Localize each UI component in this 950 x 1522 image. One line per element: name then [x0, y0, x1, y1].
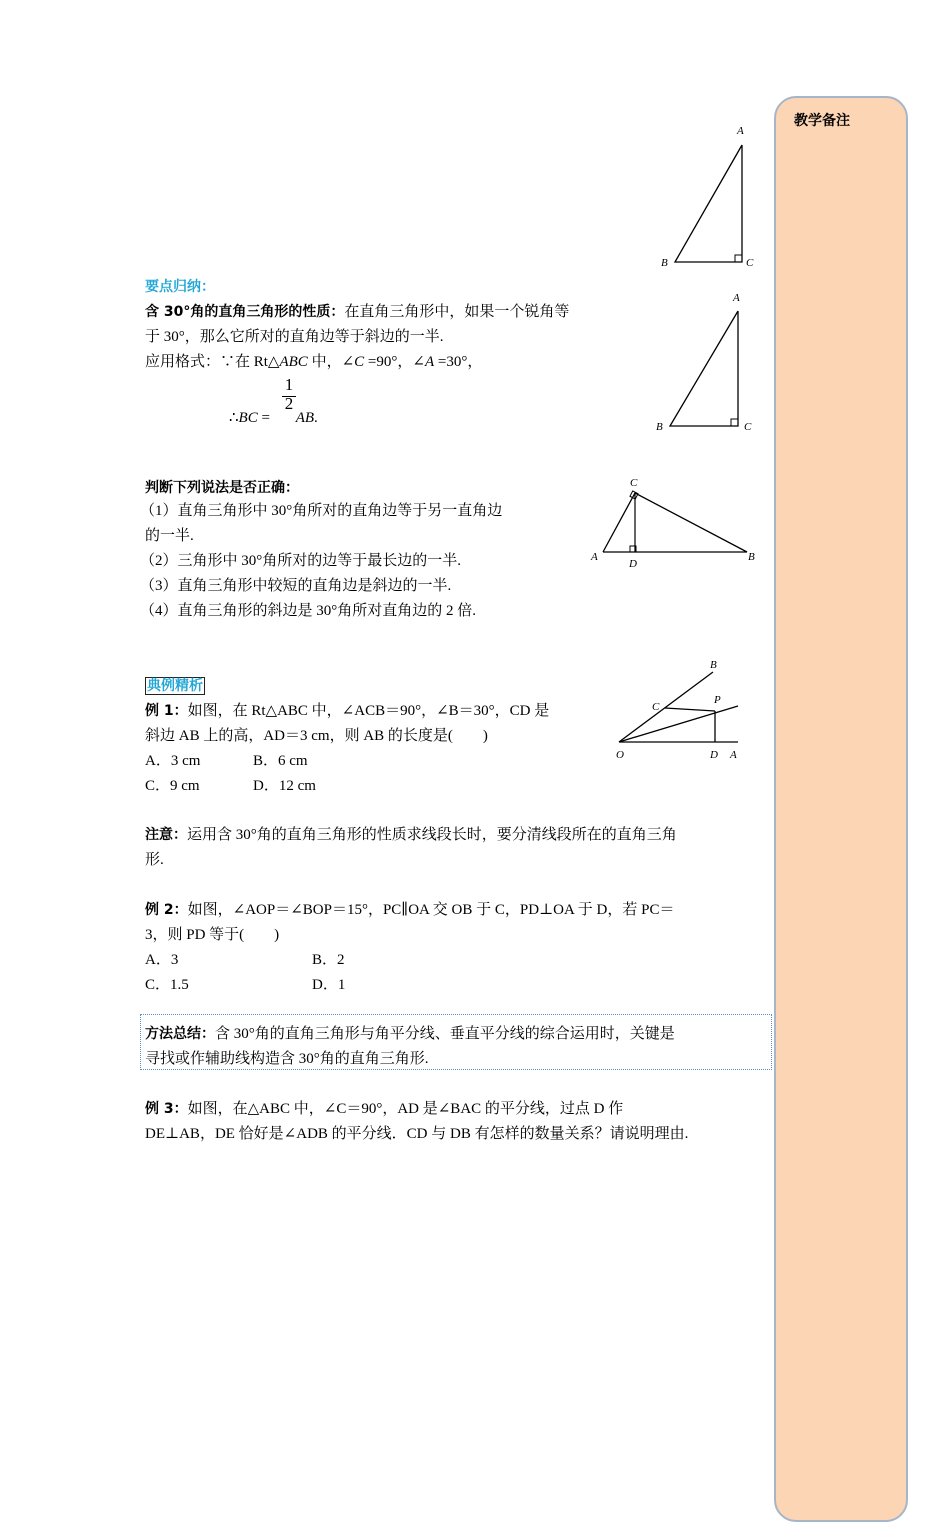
fig4-label-a: A — [730, 749, 737, 761]
judge-item-3: （3）直角三角形中较短的直角边是斜边的一半. — [140, 578, 452, 594]
fig2-label-a: A — [733, 292, 740, 304]
property-title: 含 30°角的直角三角形的性质： — [145, 304, 345, 320]
fig4-label-o: O — [616, 749, 624, 761]
fig4-label-d: D — [710, 749, 718, 761]
examples-section-label: 典例精析 — [147, 678, 203, 694]
example-2-line-2: 3，则 PD 等于( ) — [145, 927, 280, 943]
example-3-line-1: 例 3：如图，在△ABC 中，∠C＝90°，AD 是∠BAC 的平分线，过点 D 作 — [145, 1101, 624, 1117]
example-1-option-d: D．12 cm — [253, 778, 316, 794]
note-line-2: 形. — [145, 852, 164, 868]
fig4-label-c: C — [652, 701, 660, 713]
example-2-line-1: 例 2：如图，∠AOP＝∠BOP＝15°，PC∥OA 交 OB 于 C，PD⊥OA 于 D，若 PC＝ — [145, 902, 675, 918]
example-2-option-c: C．1.5 — [145, 977, 189, 993]
triangle-figure-3 — [585, 474, 765, 574]
judge-heading: 判断下列说法是否正确： — [145, 480, 299, 496]
example-1-line-1: 例 1：如图，在 Rt△ABC 中，∠ACB＝90°，∠B＝30°，CD 是 — [145, 703, 550, 719]
example-2-option-b: B．2 — [312, 952, 345, 968]
triangle-figure-1 — [655, 122, 765, 272]
fig4-label-p: P — [714, 694, 721, 706]
fraction-one-half: 1 2 — [281, 375, 297, 414]
therefore-line: ∴BC = AB. — [229, 410, 318, 426]
judge-item-1: （1）直角三角形中 30°角所对的直角边等于另一直角边 — [140, 503, 503, 519]
example-1-option-c: C．9 cm — [145, 778, 200, 794]
key-points-heading: 要点归纳： — [145, 279, 215, 295]
example-3-line-2: DE⊥AB，DE 恰好是∠ADB 的平分线．CD 与 DB 有怎样的数量关系？请说明理由. — [145, 1126, 689, 1142]
example-1-line-2: 斜边 AB 上的高，AD＝3 cm，则 AB 的长度是( ) — [145, 728, 488, 744]
example-2-option-a: A．3 — [145, 952, 179, 968]
fig4-label-b: B — [710, 659, 717, 671]
fig1-label-b: B — [661, 257, 668, 269]
example-1-option-a: A．3 cm — [145, 753, 201, 769]
fig1-label-a: A — [737, 125, 744, 137]
method-summary-line-1: 方法总结：含 30°角的直角三角形与角平分线、垂直平分线的综合运用时，关键是 — [145, 1026, 675, 1042]
fig2-label-b: B — [656, 421, 663, 433]
example-1-option-b: B．6 cm — [253, 753, 308, 769]
note-line-1: 注意：运用含 30°角的直角三角形的性质求线段长时，要分清线段所在的直角三角 — [145, 827, 677, 843]
judge-item-2: （2）三角形中 30°角所对的边等于最长边的一半. — [140, 553, 462, 569]
triangle-figure-2 — [650, 288, 765, 438]
method-summary-line-2: 寻找或作辅助线构造含 30°角的直角三角形. — [145, 1051, 429, 1067]
application-format: 应用格式：∵在 Rt△ABC 中，∠C =90°，∠A =30°， — [145, 354, 483, 370]
judge-item-4: （4）直角三角形的斜边是 30°角所对直角边的 2 倍. — [140, 603, 477, 619]
property-line-1 — [145, 302, 569, 322]
fig3-label-c: C — [630, 477, 638, 489]
property-text-2: 于 30°，那么它所对的直角边等于斜边的一半. — [145, 329, 444, 345]
property-text-1: 在直角三角形中，如果一个锐角等 — [344, 304, 570, 320]
teaching-notes-title: 教学备注 — [794, 113, 850, 129]
fig3-label-d: D — [629, 558, 637, 570]
teaching-notes-panel — [774, 96, 908, 1522]
fig2-label-c: C — [744, 421, 752, 433]
angle-figure-4 — [610, 652, 745, 767]
fig3-label-a: A — [591, 551, 598, 563]
fig3-label-b: B — [748, 551, 755, 563]
fig1-label-c: C — [746, 257, 754, 269]
example-2-option-d: D．1 — [312, 977, 346, 993]
judge-item-1-cont: 的一半. — [145, 528, 194, 544]
